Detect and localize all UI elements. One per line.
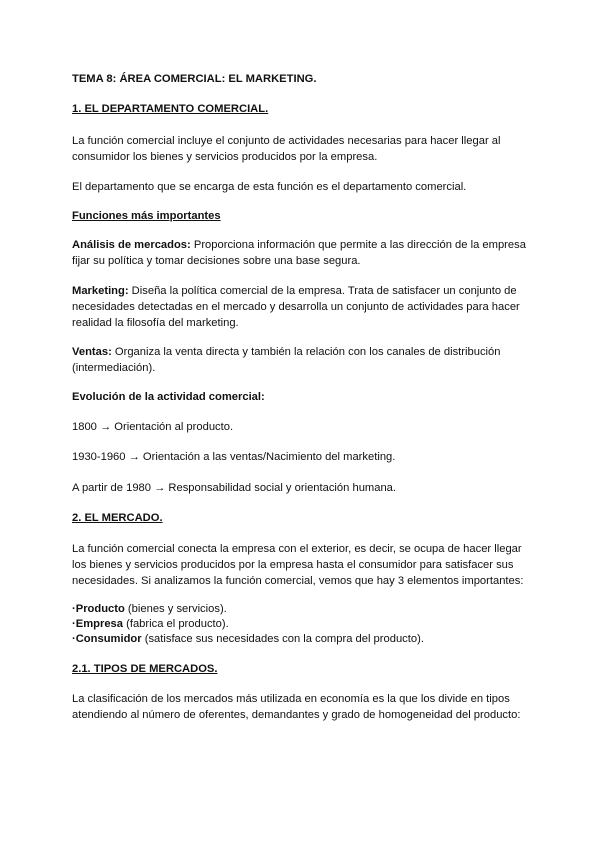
marketing-term: Marketing: bbox=[72, 285, 129, 297]
marketing-line-2: necesidades detectadas en el mercado y desarrolla un conjunto de actividades para hacer bbox=[72, 301, 520, 313]
ventas-line-1 bbox=[72, 345, 500, 361]
section-1-paragraph-line: La función comercial incluye el conjunto de actividades necesarias para hacer llegar al bbox=[72, 135, 501, 147]
elemento-item bbox=[72, 602, 227, 618]
evolucion-item: 1800 → Orientación al producto. bbox=[72, 421, 234, 433]
ventas-text: Organiza la venta directa y también la relación con los canales de distribución bbox=[111, 346, 501, 358]
section-2-paragraph-line: los bienes y servicios producidos por la empresa hasta el consumidor para satisfacer sus bbox=[72, 559, 514, 571]
elemento-term: ·Producto bbox=[72, 603, 125, 615]
evolucion-item: 1930-1960 → Orientación a las ventas/Nacimiento del marketing. bbox=[72, 451, 396, 463]
elemento-text: (fabrica el producto). bbox=[123, 618, 229, 630]
section-2-1-paragraph-line: atendiendo al número de oferentes, demandantes y grado de homogeneidad del producto: bbox=[72, 709, 521, 721]
elemento-term: ·Consumidor bbox=[72, 633, 142, 645]
marketing-line-3: realidad la filosofía del marketing. bbox=[72, 317, 239, 329]
analisis-line-2: fijar su política y tomar decisiones sobre una base segura. bbox=[72, 255, 361, 267]
elemento-item bbox=[72, 617, 229, 633]
section-1-paragraph-2: El departamento que se encarga de esta función es el departamento comercial. bbox=[72, 181, 467, 193]
elemento-text: (bienes y servicios). bbox=[124, 603, 227, 615]
ventas-term: Ventas: bbox=[72, 346, 112, 358]
marketing-line-1 bbox=[72, 284, 517, 300]
section-1-paragraph-line: consumidor los bienes y servicios producidos por la empresa. bbox=[72, 151, 378, 163]
analisis-line-1 bbox=[72, 238, 526, 254]
elemento-text: (satisface sus necesidades con la compra del producto). bbox=[141, 633, 424, 645]
evolucion-item: A partir de 1980 → Responsabilidad social y orientación humana. bbox=[72, 482, 397, 494]
section-2-paragraph-line: La función comercial conecta la empresa con el exterior, es decir, se ocupa de hacer llegar bbox=[72, 543, 522, 555]
ventas-line-2: (intermediación). bbox=[72, 362, 156, 374]
section-2-heading: 2. EL MERCADO. bbox=[72, 512, 163, 524]
analisis-term: Análisis de mercados: bbox=[72, 239, 191, 251]
section-2-1-paragraph-line: La clasificación de los mercados más utilizada en economía es la que los divide en tipos bbox=[72, 693, 510, 705]
marketing-text: Diseña la política comercial de la empresa. Trata de satisfacer un conjunto de bbox=[128, 285, 517, 297]
document-title: TEMA 8: ÁREA COMERCIAL: EL MARKETING. bbox=[72, 73, 317, 85]
section-2-1-heading: 2.1. TIPOS DE MERCADOS. bbox=[72, 663, 218, 675]
evolucion-heading: Evolución de la actividad comercial: bbox=[72, 391, 265, 403]
elemento-term: ·Empresa bbox=[72, 618, 123, 630]
elemento-item bbox=[72, 632, 424, 648]
analisis-text: Proporciona información que permite a las dirección de la empresa bbox=[190, 239, 526, 251]
section-2-paragraph-line: necesidades. Si analizamos la función comercial, vemos que hay 3 elementos importantes: bbox=[72, 575, 524, 587]
funciones-heading: Funciones más importantes bbox=[72, 210, 221, 222]
section-1-heading: 1. EL DEPARTAMENTO COMERCIAL. bbox=[72, 103, 269, 115]
